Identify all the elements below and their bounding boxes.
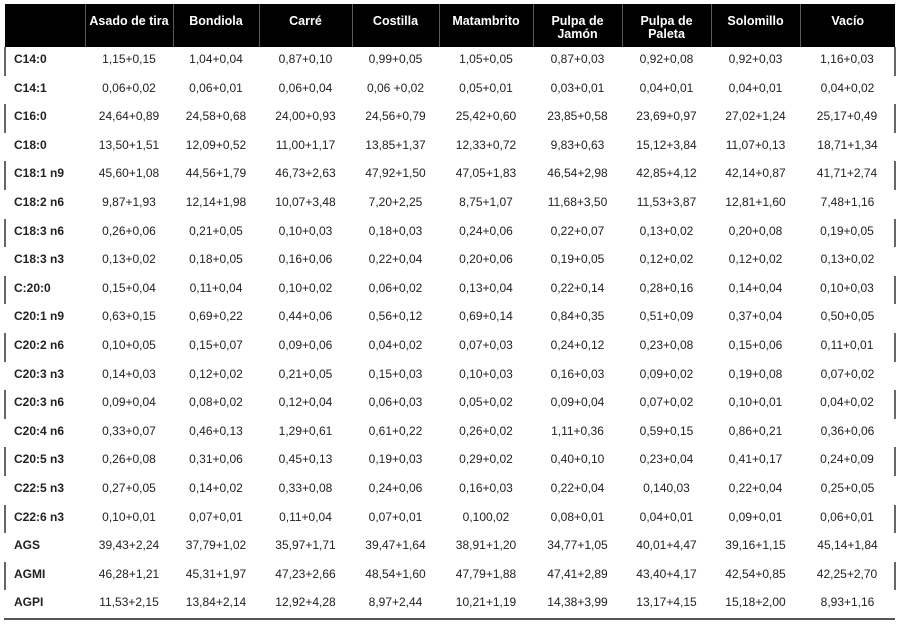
- table-cell: 0,07+0,02: [639, 395, 694, 410]
- table-cell: 0,06+0,03: [368, 395, 423, 410]
- table-row: [5, 104, 895, 133]
- row-label: C14:0: [5, 47, 85, 76]
- table-cell: 0,19+0,05: [550, 252, 605, 267]
- table-cell: 0,09+0,02: [639, 366, 694, 381]
- table-row: [5, 419, 895, 448]
- table-cell: 0,19+0,05: [800, 219, 895, 248]
- table-cell: 23,85+0,58: [547, 109, 608, 124]
- table-cell: 0,07+0,02: [820, 366, 875, 381]
- table-cell: 27,02+1,24: [725, 109, 786, 124]
- table-cell: 0,40+0,10: [550, 452, 605, 467]
- table-cell: 0,20+0,08: [728, 223, 783, 238]
- table-cell: 0,09+0,04: [550, 395, 605, 410]
- table-cell: 8,93+1,16: [800, 590, 895, 619]
- table-cell: 0,13+0,02: [820, 252, 875, 267]
- table-cell: 0,15+0,06: [728, 337, 783, 352]
- table-cell: 0,33+0,07: [102, 423, 156, 438]
- row-label: C18:1 n9: [5, 161, 85, 190]
- table-cell: 0,22+0,04: [550, 480, 605, 495]
- table-row: [5, 47, 895, 76]
- table-row: [5, 190, 895, 219]
- table-cell: 10,07+3,48: [275, 194, 336, 209]
- table-cell: 43,40+4,17: [636, 566, 697, 581]
- table-cell: 44,56+1,79: [185, 166, 247, 181]
- table-cell: 0,10+0,01: [102, 509, 156, 524]
- row-label: AGS: [14, 538, 41, 553]
- table-cell: 0,10+0,03: [278, 223, 333, 238]
- table-cell: 0,41+0,17: [728, 452, 783, 467]
- table-cell: 0,36+0,06: [820, 423, 875, 438]
- table-cell: 0,31+0,06: [189, 452, 243, 467]
- table-cell: 15,12+3,84: [636, 137, 697, 152]
- table-cell: 0,05+0,02: [459, 395, 513, 410]
- table-cell: 45,31+1,97: [185, 566, 247, 581]
- table-cell: 0,14+0,03: [102, 366, 156, 381]
- table-cell: 0,61+0,22: [368, 423, 423, 438]
- column-header: Asado de tira: [85, 4, 173, 47]
- table-cell: 46,28+1,21: [98, 566, 160, 581]
- table-cell: 0,08+0,01: [550, 509, 605, 524]
- row-label: AGMI: [5, 562, 85, 591]
- table-cell: 0,23+0,04: [639, 452, 694, 467]
- row-label: C20:5 n3: [5, 447, 85, 476]
- table-cell: 15,18+2,00: [711, 590, 800, 619]
- table-row: [5, 533, 895, 562]
- table-cell: 0,04+0,01: [728, 80, 783, 95]
- table-cell: 0,22+0,07: [550, 223, 605, 238]
- table-cell: 47,41+2,89: [547, 566, 608, 581]
- table-cell: 40,01+4,47: [636, 538, 697, 553]
- table-cell: 45,60+1,08: [98, 166, 160, 181]
- table-cell: 42,25+2,70: [800, 562, 895, 591]
- table-cell: 0,92+0,08: [639, 52, 694, 66]
- table-cell: 0,63+0,15: [102, 309, 156, 324]
- table-row: [5, 133, 895, 162]
- table-cell: 0,50+0,05: [820, 309, 875, 324]
- row-label: AGPI: [5, 590, 85, 619]
- table-cell: 11,68+3,50: [547, 194, 608, 209]
- table-cell: 1,11+0,36: [551, 423, 604, 438]
- table-cell: 1,04+0,04: [189, 52, 243, 66]
- table-cell: 0,05+0,01: [459, 80, 513, 95]
- table-cell: 0,21+0,05: [278, 366, 333, 381]
- table-cell: 23,69+0,97: [636, 109, 697, 124]
- table-cell: 0,69+0,14: [459, 309, 513, 324]
- table-row: [5, 362, 895, 391]
- table-cell: 0,20+0,06: [459, 252, 513, 267]
- table-cell: 0,06+0,02: [102, 80, 156, 95]
- table-cell: 24,56+0,79: [365, 109, 426, 124]
- table-cell: 0,18+0,03: [368, 223, 423, 238]
- table-cell: 0,06+0,02: [368, 280, 423, 295]
- table-cell: 13,84+2,14: [173, 590, 259, 619]
- table-cell: 9,87+1,93: [102, 194, 156, 209]
- row-label: C20:3 n6: [5, 390, 85, 419]
- table-cell: 0,04+0,02: [800, 390, 895, 419]
- table-cell: 0,44+0,06: [278, 309, 333, 324]
- table-cell: 0,09+0,06: [278, 337, 333, 352]
- table-cell: 45,14+1,84: [817, 538, 878, 553]
- table-row: [5, 590, 895, 619]
- table-cell: 0,09+0,04: [102, 395, 156, 410]
- table-cell: 11,53+2,15: [85, 590, 173, 619]
- table-cell: 0,16+0,03: [459, 480, 513, 495]
- table-cell: 0,07+0,01: [368, 509, 423, 524]
- table-cell: 0,24+0,06: [459, 223, 513, 238]
- fatty-acid-table-container: [4, 4, 894, 621]
- table-cell: 0,19+0,03: [368, 452, 423, 467]
- table-cell: 11,00+1,17: [275, 137, 336, 152]
- table-row: [5, 161, 895, 190]
- table-cell: 0,45+0,13: [278, 452, 333, 467]
- column-header: Pulpa de Paleta: [622, 4, 711, 47]
- table-cell: 0,11+0,01: [800, 333, 895, 362]
- table-cell: 0,07+0,03: [459, 337, 513, 352]
- table-cell: 0,04+0,01: [639, 80, 694, 95]
- table-cell: 0,11+0,04: [189, 280, 243, 295]
- table-cell: 0,13+0,02: [639, 223, 694, 238]
- table-cell: 24,58+0,68: [185, 109, 247, 124]
- table-cell: 0,100,02: [462, 509, 510, 524]
- table-cell: 12,14+1,98: [185, 194, 247, 209]
- table-cell: 8,75+1,07: [459, 194, 513, 209]
- table-cell: 1,05+0,05: [459, 52, 513, 66]
- table-cell: 0,37+0,04: [728, 309, 783, 324]
- table-cell: 47,79+1,88: [455, 566, 517, 581]
- table-cell: 1,29+0,61: [278, 423, 333, 438]
- table-cell: 0,11+0,04: [279, 509, 332, 524]
- table-cell: 0,15+0,03: [368, 366, 423, 381]
- table-cell: 42,14+0,87: [725, 166, 786, 181]
- table-cell: 25,42+0,60: [455, 109, 517, 124]
- table-cell: 13,85+1,37: [365, 137, 426, 152]
- table-cell: 0,22+0,04: [728, 480, 783, 495]
- table-cell: 0,13+0,02: [102, 252, 156, 267]
- column-header: Carré: [259, 4, 352, 47]
- row-label: C16:0: [5, 104, 85, 133]
- row-label: C18:3 n3: [14, 252, 65, 267]
- table-cell: 0,13+0,04: [459, 280, 513, 295]
- table-row: [5, 276, 895, 305]
- table-cell: 0,87+0,03: [550, 52, 605, 66]
- table-cell: 0,10+0,02: [278, 280, 333, 295]
- table-cell: 0,24+0,06: [368, 480, 423, 495]
- table-cell: 0,09+0,01: [728, 509, 783, 524]
- column-header: Pulpa de Jamón: [533, 4, 622, 47]
- row-label: C20:3 n3: [14, 366, 65, 381]
- table-cell: 0,24+0,09: [800, 447, 895, 476]
- table-cell: 0,99+0,05: [368, 52, 423, 66]
- table-cell: 0,06+0,04: [278, 80, 333, 95]
- row-label: C22:6 n3: [5, 505, 85, 534]
- table-row: [5, 219, 895, 248]
- table-cell: 0,10+0,03: [800, 276, 895, 305]
- table-cell: 8,97+2,44: [352, 590, 439, 619]
- table-cell: 48,54+1,60: [365, 566, 426, 581]
- table-cell: 0,15+0,07: [189, 337, 243, 352]
- table-cell: 0,19+0,08: [728, 366, 783, 381]
- table-cell: 0,69+0,22: [189, 309, 243, 324]
- column-header: Solomillo: [711, 4, 800, 47]
- table-cell: 0,51+0,09: [639, 309, 694, 324]
- table-cell: 47,05+1,83: [455, 166, 517, 181]
- table-cell: 39,47+1,64: [365, 538, 426, 553]
- table-cell: 0,06 +0,02: [366, 80, 425, 95]
- table-cell: 25,17+0,49: [800, 104, 895, 133]
- table-cell: 0,21+0,05: [189, 223, 243, 238]
- row-label: C18:3 n6: [5, 219, 85, 248]
- fatty-acid-table: [4, 4, 896, 620]
- table-cell: 13,17+4,15: [622, 590, 711, 619]
- table-cell: 10,21+1,19: [439, 590, 533, 619]
- table-cell: 12,09+0,52: [185, 137, 247, 152]
- table-cell: 0,16+0,03: [550, 366, 605, 381]
- table-cell: 12,81+1,60: [725, 194, 786, 209]
- table-row: [5, 304, 895, 333]
- table-cell: 7,48+1,16: [820, 194, 875, 209]
- table-cell: 0,26+0,06: [102, 223, 156, 238]
- table-cell: 0,10+0,05: [102, 337, 156, 352]
- table-cell: 11,07+0,13: [725, 137, 786, 152]
- row-label: C20:4 n6: [14, 423, 65, 438]
- table-cell: 0,86+0,21: [728, 423, 783, 438]
- table-cell: 47,92+1,50: [365, 166, 426, 181]
- table-cell: 46,54+2,98: [547, 166, 608, 181]
- table-cell: 0,87+0,10: [278, 52, 333, 66]
- table-cell: 0,140,03: [643, 480, 690, 495]
- table-cell: 0,15+0,04: [102, 280, 156, 295]
- table-cell: 14,38+3,99: [533, 590, 622, 619]
- row-label: C:20:0: [5, 276, 85, 305]
- table-cell: 0,26+0,02: [459, 423, 513, 438]
- table-cell: 9,83+0,63: [550, 137, 605, 152]
- table-cell: 37,79+1,02: [185, 538, 247, 553]
- column-header: Costilla: [352, 4, 439, 47]
- column-header: Matambrito: [439, 4, 533, 47]
- row-label: C14:1: [14, 80, 47, 95]
- table-body: [5, 47, 895, 619]
- table-cell: 0,24+0,12: [550, 337, 605, 352]
- table-cell: 46,73+2,63: [275, 166, 336, 181]
- table-cell: 0,59+0,15: [639, 423, 694, 438]
- table-cell: 39,43+2,24: [98, 538, 160, 553]
- column-header: Vacío: [831, 14, 865, 28]
- row-label: C20:2 n6: [5, 333, 85, 362]
- column-header: Bondiola: [173, 4, 259, 47]
- table-cell: 0,26+0,08: [102, 452, 156, 467]
- row-label: C18:2 n6: [14, 194, 65, 209]
- table-row: [5, 505, 895, 534]
- table-cell: 0,06+0,01: [800, 505, 895, 534]
- table-cell: 0,23+0,08: [639, 337, 694, 352]
- table-cell: 0,25+0,05: [820, 480, 875, 495]
- table-row: [5, 562, 895, 591]
- table-cell: 0,84+0,35: [550, 309, 605, 324]
- row-label: C22:5 n3: [14, 480, 65, 495]
- table-cell: 0,22+0,14: [550, 280, 605, 295]
- table-cell: 0,10+0,01: [728, 395, 783, 410]
- table-cell: 12,92+4,28: [259, 590, 352, 619]
- table-cell: 35,97+1,71: [275, 538, 336, 553]
- table-row: [5, 390, 895, 419]
- table-cell: 0,27+0,05: [102, 480, 156, 495]
- table-cell: 0,04+0,02: [820, 80, 875, 95]
- table-cell: 1,15+0,15: [102, 52, 156, 66]
- table-cell: 0,04+0,01: [639, 509, 694, 524]
- header-cell-empty: [5, 4, 85, 47]
- table-cell: 0,14+0,02: [189, 480, 243, 495]
- table-cell: 0,04+0,02: [368, 337, 423, 352]
- table-cell: 11,53+3,87: [636, 194, 697, 209]
- table-cell: 0,10+0,03: [459, 366, 513, 381]
- table-cell: 42,54+0,85: [725, 566, 786, 581]
- table-cell: 38,91+1,20: [455, 538, 517, 553]
- table-cell: 0,12+0,04: [278, 395, 333, 410]
- table-cell: 0,03+0,01: [550, 80, 605, 95]
- table-cell: 13,50+1,51: [98, 137, 160, 152]
- table-cell: 0,18+0,05: [189, 252, 243, 267]
- table-row: [5, 447, 895, 476]
- table-cell: 0,56+0,12: [368, 309, 423, 324]
- table-cell: 0,33+0,08: [278, 480, 333, 495]
- table-row: [5, 476, 895, 505]
- table-cell: 0,46+0,13: [189, 423, 243, 438]
- table-cell: 0,06+0,01: [189, 80, 243, 95]
- table-cell: 0,08+0,02: [189, 395, 243, 410]
- table-cell: 0,22+0,04: [368, 252, 423, 267]
- table-cell: 24,00+0,93: [275, 109, 336, 124]
- table-cell: 0,29+0,02: [459, 452, 513, 467]
- table-cell: 0,28+0,16: [639, 280, 694, 295]
- header-row: [5, 4, 895, 47]
- table-cell: 41,71+2,74: [800, 161, 895, 190]
- table-cell: 12,33+0,72: [455, 137, 517, 152]
- table-cell: 47,23+2,66: [275, 566, 336, 581]
- table-row: [5, 247, 895, 276]
- table-cell: 18,71+1,34: [817, 137, 878, 152]
- table-row: [5, 76, 895, 105]
- row-label: C20:1 n9: [14, 309, 65, 324]
- table-cell: 1,16+0,03: [800, 47, 895, 76]
- table-cell: 0,14+0,04: [728, 280, 783, 295]
- row-label: C18:0: [14, 137, 47, 152]
- table-cell: 39,16+1,15: [725, 538, 786, 553]
- table-cell: 0,16+0,06: [278, 252, 333, 267]
- table-cell: 34,77+1,05: [547, 538, 608, 553]
- table-cell: 7,20+2,25: [368, 194, 423, 209]
- table-cell: 0,92+0,03: [728, 52, 783, 66]
- table-cell: 0,12+0,02: [728, 252, 783, 267]
- table-cell: 0,12+0,02: [189, 366, 243, 381]
- table-cell: 24,64+0,89: [98, 109, 160, 124]
- table-cell: 0,07+0,01: [189, 509, 243, 524]
- table-row: [5, 333, 895, 362]
- table-cell: 42,85+4,12: [636, 166, 697, 181]
- table-cell: 0,12+0,02: [639, 252, 694, 267]
